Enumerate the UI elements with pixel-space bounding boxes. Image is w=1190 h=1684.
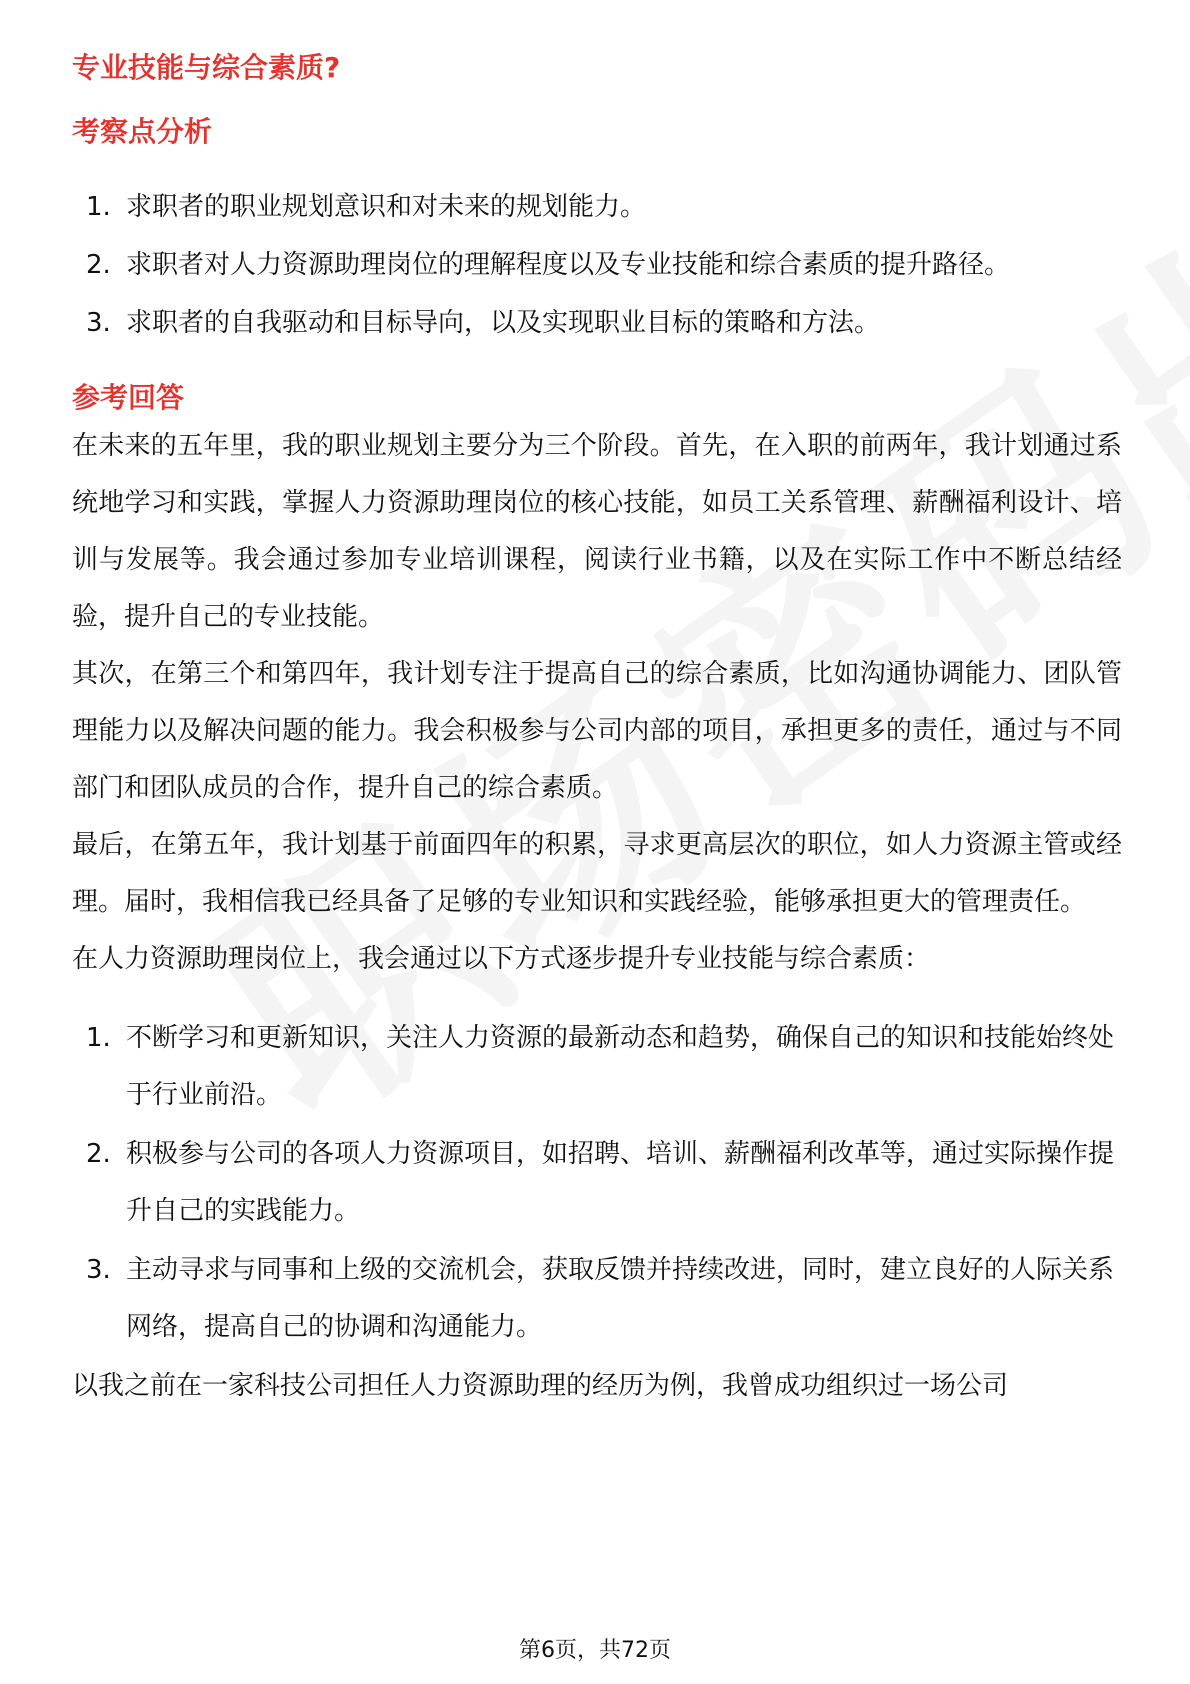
answer-paragraph: 在未来的五年里，我的职业规划主要分为三个阶段。首先，在入职的前两年，我计划通过系统地学习和实践，掌握人力资源助理岗位的核心技能，如员工关系管理、薪酬福利设计、培训与发展等。我会通过参加专业培训课程，阅读行业书籍，以及在实际工作中不断总结经验，提升自己的专业技能。 — [72, 431, 1122, 632]
answer-paragraph: 以我之前在一家科技公司担任人力资源助理的经历为例，我曾成功组织过一场公司 — [72, 1371, 1009, 1401]
list-item — [72, 294, 1122, 352]
answer-paragraph: 最后，在第五年，我计划基于前面四年的积累，寻求更高层次的职位，如人力资源主管或经理。届时，我相信我已经具备了足够的专业知识和实践经验，能够承担更大的管理责任。 — [72, 830, 1122, 917]
list-number: 1. — [86, 192, 111, 222]
answer-paragraph: 其次，在第三个和第四年，我计划专注于提高自己的综合素质，比如沟通协调能力、团队管理能力以及解决问题的能力。我会积极参与公司内部的项目，承担更多的责任，通过与不同部门和团队成员的合作，提升自己的综合素质。 — [72, 659, 1122, 803]
list-item-text: 求职者对人力资源助理岗位的理解程度以及专业技能和综合素质的提升路径。 — [126, 250, 1011, 280]
ways-intro: 在人力资源助理岗位上，我会通过以下方式逐步提升专业技能与综合素质： — [72, 944, 931, 974]
analysis-list — [72, 178, 1122, 352]
list-item-text: 求职者的职业规划意识和对未来的规划能力。 — [126, 192, 647, 222]
list-item-text: 不断学习和更新知识，关注人力资源的最新动态和趋势，确保自己的知识和技能始终处于行业前沿。 — [126, 1023, 1115, 1110]
page-number: 第6页，共72页 — [519, 1638, 671, 1663]
analysis-heading: 考察点分析 — [72, 115, 213, 148]
list-item-text: 主动寻求与同事和上级的交流机会，获取反馈并持续改进，同时，建立良好的人际关系网络，提高自己的协调和沟通能力。 — [126, 1255, 1115, 1342]
content — [72, 48, 1122, 1415]
list-item-text: 积极参与公司的各项人力资源项目，如招聘、培训、薪酬福利改革等，通过实际操作提升自己的实践能力。 — [126, 1139, 1115, 1226]
list-item — [72, 236, 1122, 294]
list-item — [72, 1010, 1122, 1124]
list-item-text: 求职者的自我驱动和目标导向，以及实现职业目标的策略和方法。 — [126, 308, 881, 338]
list-number: 2. — [86, 250, 111, 280]
ways-list — [72, 1010, 1122, 1356]
list-number: 3. — [86, 1255, 111, 1285]
list-item — [72, 1126, 1122, 1240]
question-title: 专业技能与综合素质? — [72, 51, 341, 84]
list-number: 2. — [86, 1139, 111, 1169]
answer-heading: 参考回答 — [72, 381, 185, 414]
list-number: 1. — [86, 1023, 111, 1053]
list-item — [72, 1242, 1122, 1356]
list-number: 3. — [86, 308, 111, 338]
list-item — [72, 178, 1122, 236]
